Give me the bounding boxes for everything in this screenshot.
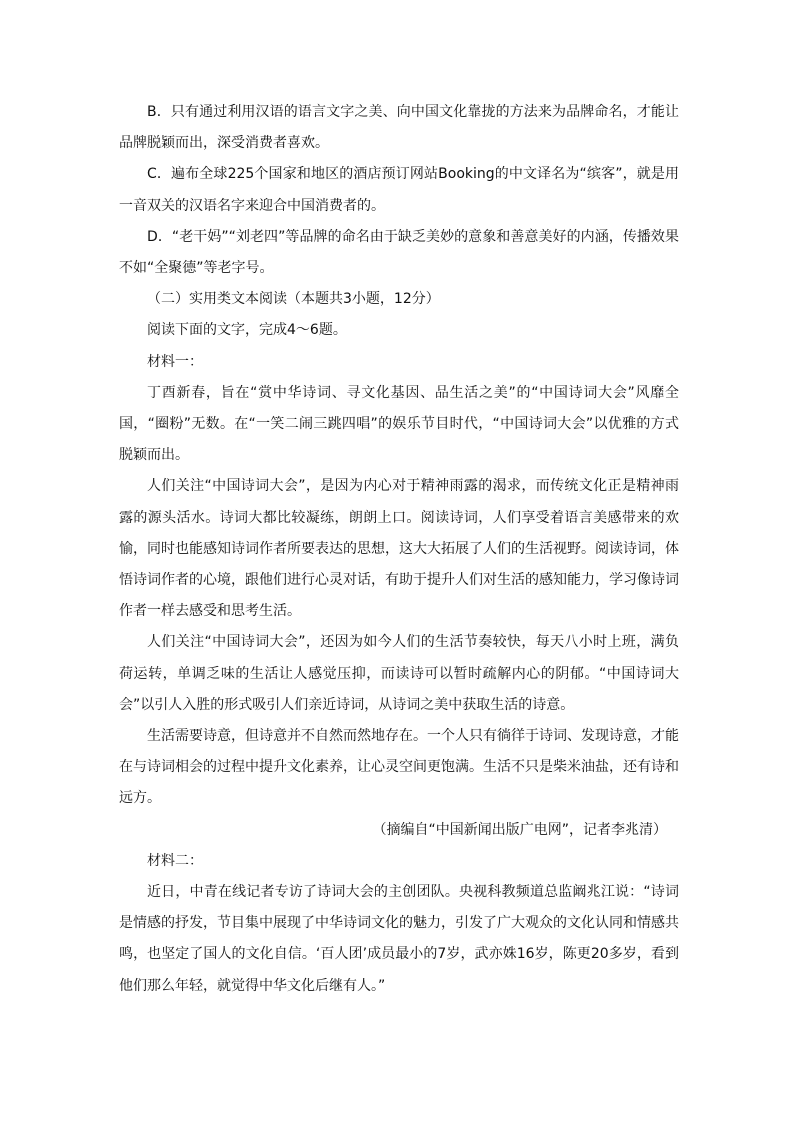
material-one-label: 材料一：: [147, 353, 203, 370]
answer-option-b: B．只有通过利用汉语的语言文字之美、向中国文化靠拢的方法来为品牌命名，才能让品牌脱颖而出，深受消费者喜欢。: [119, 104, 679, 152]
material-two-label: 材料二：: [147, 852, 203, 869]
material-two-paragraph: 近日，中青在线记者专访了诗词大会的主创团队。央视科教频道总监阚兆江说：“诗词是情感的抒发，节目集中展现了中华诗词文化的魅力，引发了广大观众的文化认同和情感共鸣，也坚定了国人的文化自信。‘百人团’成员最小的7岁，武亦姝16岁，陈更20多岁，看到他们那么年轻，就觉得中华文化后继有人。”: [119, 884, 679, 994]
answer-option-d: D．“老干妈”“刘老四”等品牌的命名由于缺乏美妙的意象和善意美好的内涵，传播效果不如“全聚德”等老字号。: [119, 228, 679, 277]
material-one-paragraph: 生活需要诗意，但诗意并不自然而然地存在。一个人只有徜徉于诗词、发现诗意，才能在与诗词相会的过程中提升文化素养，让心灵空间更饱满。生活不只是柴米油盐，还有诗和远方。: [119, 728, 679, 807]
material-one-source: （摘编自“中国新闻出版广电网”，记者李兆清）: [372, 821, 667, 838]
reading-instruction: 阅读下面的文字，完成4～6题。: [147, 322, 347, 339]
answer-option-c: C．遍布全球225个国家和地区的酒店预订网站Booking的中文译名为“缤客”，就是用一音双关的汉语名字来迎合中国消费者的。: [119, 166, 679, 214]
material-one-paragraph: 人们关注“中国诗词大会”，是因为内心对于精神雨露的渴求，而传统文化正是精神雨露的源头活水。诗词大都比较凝练，朗朗上口。阅读诗词，人们享受着语言美感带来的欢愉，同时也能感知诗词作者所要表达的思想，这大大拓展了人们的生活视野。阅读诗词，体悟诗词作者的心境，跟他们进行心灵对话，有助于提升人们对生活的感知能力，学习像诗词作者一样去感受和思考生活。: [119, 478, 679, 620]
material-one-paragraph: 人们关注“中国诗词大会”，还因为如今人们的生活节奏较快，每天八小时上班，满负荷运转，单调乏味的生活让人感觉压抑，而读诗可以暂时疏解内心的阴郁。“中国诗词大会”以引人入胜的形式吸引人们亲近诗词，从诗词之美中获取生活的诗意。: [119, 634, 679, 713]
section-heading: （二）实用类文本阅读（本题共3小题，12分）: [147, 291, 440, 308]
document-page: [119, 97, 679, 1002]
material-one-paragraph: 丁酉新春，旨在“赏中华诗词、寻文化基因、品生活之美”的“中国诗词大会”风靡全国，“圈粉”无数。在“一笑二闹三跳四唱”的娱乐节目时代，“中国诗词大会”以优雅的方式脱颖而出。: [119, 384, 679, 464]
